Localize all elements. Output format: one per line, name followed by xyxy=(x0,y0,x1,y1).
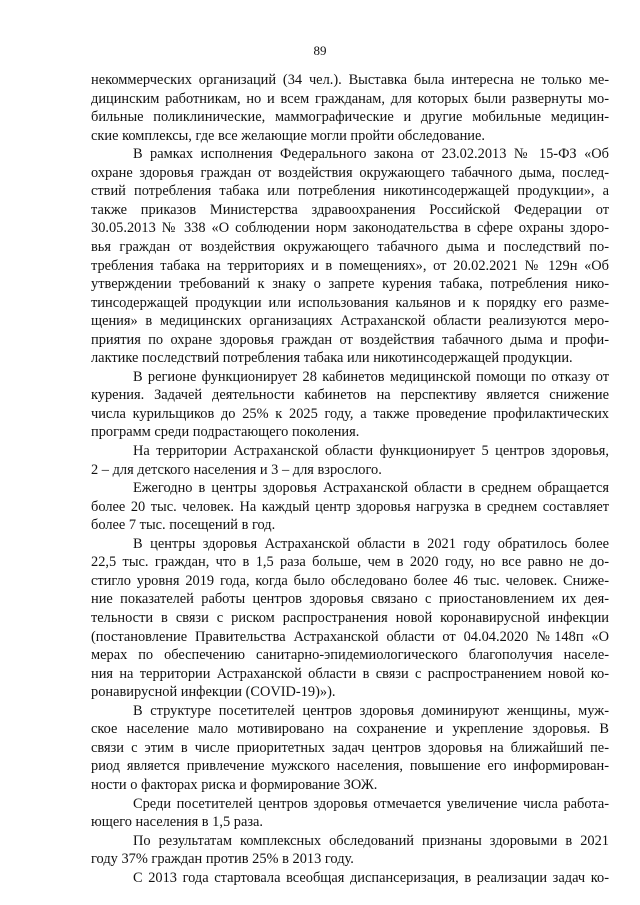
text-line: программ среди подрастающего поколения. xyxy=(91,424,360,441)
text-line: С 2013 года стартовала всеобщая диспансеризация, в реализации задач ко- xyxy=(133,869,609,886)
text-line: ствий потребления табака или потребления никотинсодержащей продукции», а xyxy=(91,183,609,200)
text-line: приятия по охране здоровья граждан от воздействия табачного дыма и профи- xyxy=(91,331,609,348)
text-line: В рамках исполнения Федерального закона от 23.02.2013 № 15-ФЗ «Об xyxy=(133,146,609,163)
text-line: тинсодержащей продукции или использования кальянов и к порядку его разме- xyxy=(91,294,609,311)
text-line: ния на территории Астраханской области в связи с распространением новой ко- xyxy=(91,665,609,682)
text-line: охране здоровья граждан от воздействия окружающего табачного дыма, послед- xyxy=(91,164,609,181)
text-line: ние показателей работы центров здоровья связано с приостановлением их дея- xyxy=(91,591,609,608)
text-line: более 7 тыс. посещений в год. xyxy=(91,517,276,534)
text-line: Среди посетителей центров здоровья отмечается увеличение числа работа- xyxy=(133,795,609,812)
text-line: В регионе функционирует 28 кабинетов медицинской помощи по отказу от xyxy=(133,368,609,385)
text-line: лактике последствий потребления табака или никотинсодержащей продукции. xyxy=(91,350,573,367)
text-line: ронавирусной инфекции (COVID-19)»). xyxy=(91,684,336,701)
text-line: требления табака на территориях и в помещениях», от 20.02.2021 № 129н «Об xyxy=(91,257,609,274)
text-line: 30.05.2013 № 338 «О соблюдении норм законодательства в сфере охраны здоро- xyxy=(91,220,609,237)
text-line: ское население мало мотивировано на сохранение и укрепление здоровья. В xyxy=(91,721,609,738)
text-line: (постановление Правительства Астраханской области от 04.04.2020 №148п «О xyxy=(91,628,609,645)
text-line: некоммерческих организаций (34 чел.). Выставка была интересна не только ме- xyxy=(91,72,609,88)
text-line: В центры здоровья Астраханской области в 2021 году обратилось более xyxy=(133,535,609,552)
text-line: ские комплексы, где все желающие могли пройти обследование. xyxy=(91,127,485,144)
text-line: По результатам комплексных обследований признаны здоровыми в 2021 xyxy=(133,832,609,849)
text-line: году 37% граждан против 25% в 2013 году. xyxy=(91,851,354,868)
text-line: 2 – для детского населения и 3 – для взрослого. xyxy=(91,461,382,478)
text-line: более 20 тыс. человек. На каждый центр здоровья нагрузка в среднем составляет xyxy=(91,498,609,515)
text-line: ности о факторах риска и формирование ЗОЖ. xyxy=(91,776,378,793)
text-line: риод является привлечение мужского населения, повышение его информирован- xyxy=(91,758,609,775)
text-line: 22,5 тыс. граждан, что в 1,5 раза больше, чем в 2020 году, но все равно не до- xyxy=(91,554,609,571)
text-line: тельности в связи с риском распространения новой коронавирусной инфекции xyxy=(91,610,609,626)
text-line: числа курильщиков до 25% к 2025 году, а также проведение профилактических xyxy=(91,405,609,422)
text-line: утверждении требований к знаку о запрете курения табака, потребления нико- xyxy=(91,276,609,293)
page-number: 89 xyxy=(313,43,327,58)
text-line: щения» в медицинских организациях Астраханской области реализуются меро- xyxy=(91,313,609,330)
text-line: также приказов Министерства здравоохранения Российской Федерации от xyxy=(91,201,609,218)
text-line: Ежегодно в центры здоровья Астраханской области в среднем обращается xyxy=(133,480,609,497)
text-line: мерах по обеспечению санитарно-эпидемиологического благополучия населе- xyxy=(91,647,609,664)
text-line: На территории Астраханской области функционирует 5 центров здоровья, xyxy=(133,443,609,459)
text-line: связи с этим в числе приоритетных задач центров здоровья на ближайший пе- xyxy=(91,739,609,756)
text-line: дицинским работникам, но и всем гражданам, для которых были развернуты мо- xyxy=(91,90,609,107)
text-line: вья граждан от воздействия окружающего табачного дыма и последствий по- xyxy=(91,239,609,255)
text-line: курения. Задачей деятельности кабинетов на перспективу является снижение xyxy=(91,387,609,404)
text-line: бильные поликлинические, маммографические и другие мобильные медицин- xyxy=(91,109,609,126)
text-line: В структуре посетителей центров здоровья доминируют женщины, муж- xyxy=(133,702,609,719)
text-line: стигло уровня 2019 года, когда было обследовано более 46 тыс. человек. Сниже- xyxy=(91,572,609,589)
text-line: ющего населения в 1,5 раза. xyxy=(91,814,264,830)
